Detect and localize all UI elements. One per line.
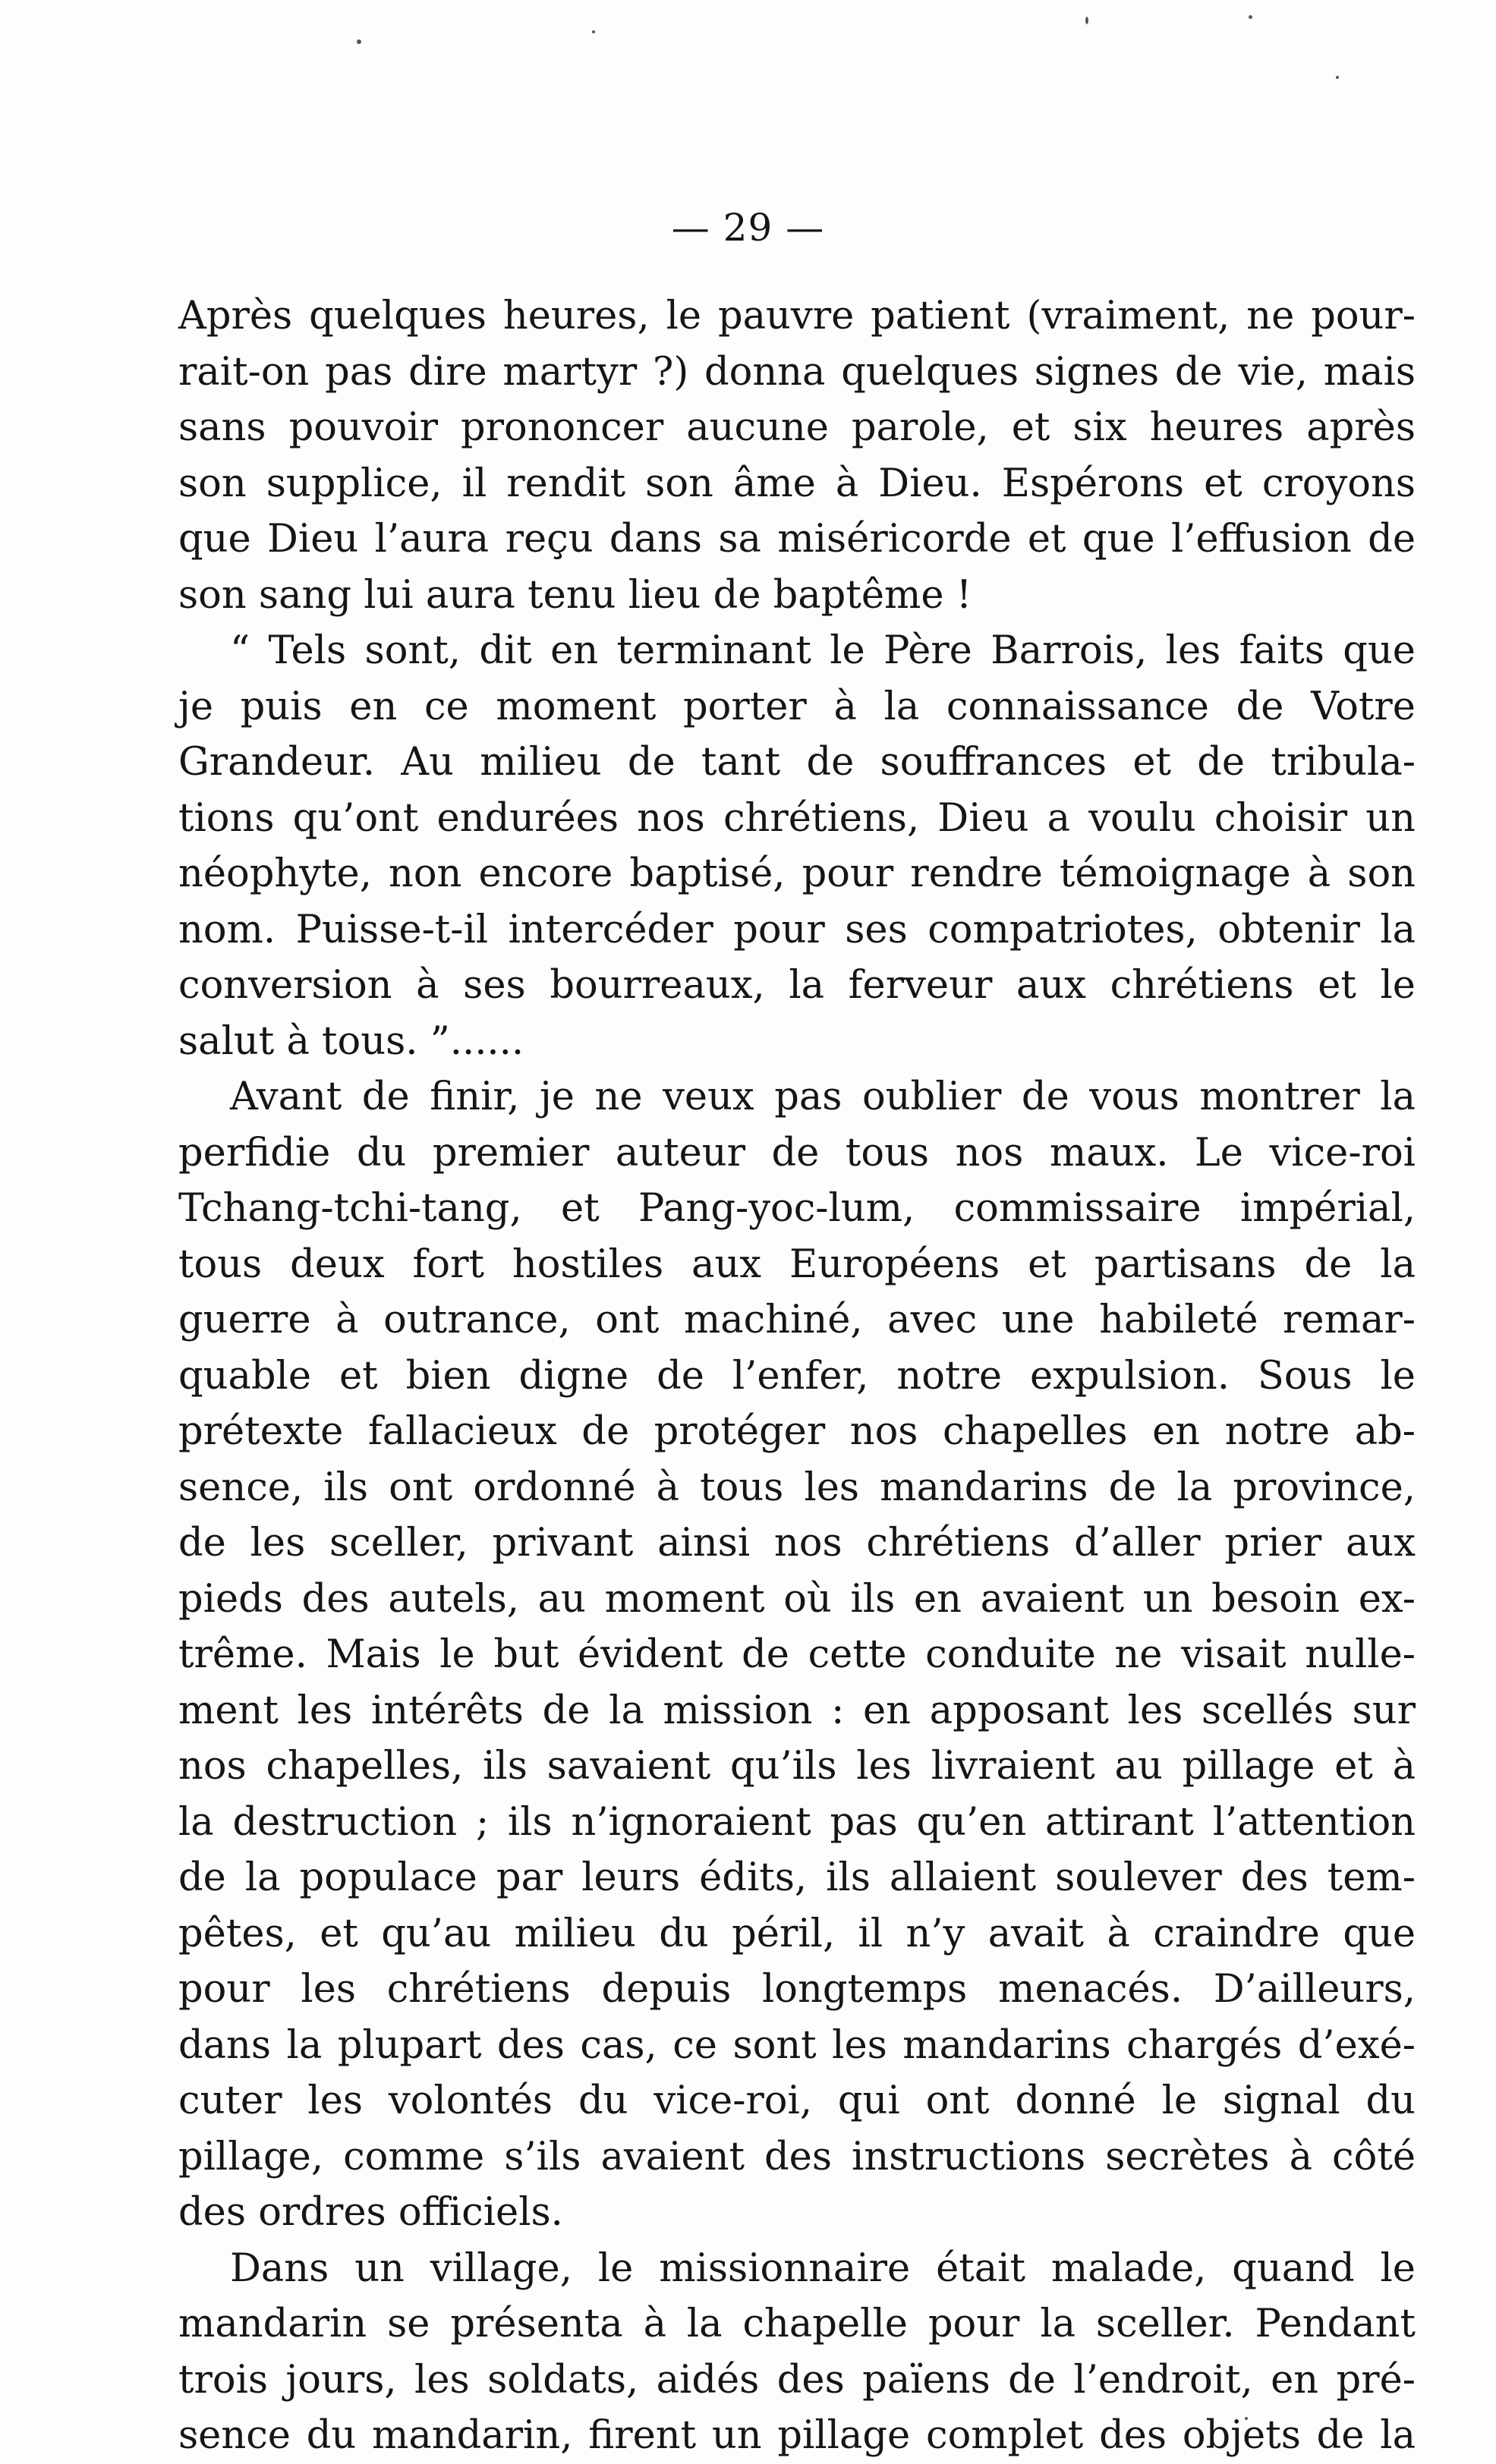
text-line: Après quelques heures, le pauvre patient (vraiment, ne pour- <box>178 294 1416 338</box>
page-number: — 29 — <box>671 206 825 250</box>
text-line: dans la plupart des cas, ce sont les mandarins chargés d’exé- <box>178 2022 1416 2068</box>
text-line: tous deux fort hostiles aux Européens et partisans de la <box>178 1241 1416 1287</box>
text-line: pour les chrétiens depuis longtemps menacés. D’ailleurs, <box>178 1967 1416 2012</box>
text-line: trême. Mais le but évident de cette conduite ne visait nulle- <box>178 1632 1416 1677</box>
ink-speck <box>1249 15 1252 19</box>
text-line: je puis en ce moment porter à la connaissance de Votre <box>178 684 1416 729</box>
text-line: Avant de finir, je ne veux pas oublier de vous montrer la <box>230 1075 1416 1119</box>
ink-speck <box>592 30 595 33</box>
text-line: nos chapelles, ils savaient qu’ils les livraient au pillage et à <box>178 1744 1416 1789</box>
text-line: tions qu’ont endurées nos chrétiens, Dieu a voulu choisir un <box>178 795 1416 841</box>
text-line: son supplice, il rendit son âme à Dieu. Espérons et croyons <box>178 461 1416 506</box>
text-line: Tchang-tchi-tang, et Pang-yoc-lum, commissaire impérial, <box>178 1186 1416 1231</box>
ink-speck <box>357 39 361 44</box>
text-line: salut à tous. ”...... <box>178 1018 524 1064</box>
text-line: pêtes, et qu’au milieu du péril, il n’y avait à craindre que <box>178 1911 1416 1956</box>
text-line: sence du mandarin, firent un pillage complet des objets de la <box>178 2413 1416 2458</box>
text-line: quable et bien digne de l’enfer, notre expulsion. Sous le <box>178 1353 1416 1399</box>
ink-speck <box>1336 76 1339 79</box>
text-line: guerre à outrance, ont machiné, avec une habileté remar- <box>178 1298 1416 1342</box>
text-line: conversion à ses bourreaux, la ferveur aux chrétiens et le <box>178 963 1416 1008</box>
ink-speck <box>1085 17 1088 24</box>
body-text <box>178 288 1416 2464</box>
text-line: de les sceller, privant ainsi nos chrétiens d’aller prier aux <box>178 1521 1416 1566</box>
text-line: son sang lui aura tenu lieu de baptême ! <box>178 572 972 618</box>
text-line: mandarin se présenta à la chapelle pour la sceller. Pendant <box>178 2302 1416 2346</box>
text-line: des ordres officiels. <box>178 2190 563 2235</box>
text-line: trois jours, les soldats, aidés des païens de l’endroit, en pré- <box>178 2357 1416 2403</box>
text-line: “ Tels sont, dit en terminant le Père Barrois, les faits que <box>230 628 1416 673</box>
text-line: ment les intérêts de la mission : en apposant les scellés sur <box>178 1688 1416 1733</box>
text-line: Grandeur. Au milieu de tant de souffrances et de tribula- <box>178 740 1416 785</box>
text-line: sans pouvoir prononcer aucune parole, et six heures après <box>178 405 1416 450</box>
text-line: pieds des autels, au moment où ils en avaient un besoin ex- <box>178 1576 1416 1622</box>
text-line: pillage, comme s’ils avaient des instructions secrètes à côté <box>178 2134 1416 2179</box>
text-line: sence, ils ont ordonné à tous les mandarins de la province, <box>178 1465 1416 1510</box>
text-line: néophyte, non encore baptisé, pour rendre témoignage à son <box>178 851 1416 896</box>
text-line: rait-on pas dire martyr ?) donna quelques signes de vie, mais <box>178 349 1416 395</box>
text-line: que Dieu l’aura reçu dans sa miséricorde et que l’effusion de <box>178 517 1416 562</box>
text-line: perfidie du premier auteur de tous nos maux. Le vice-roi <box>178 1130 1416 1175</box>
text-line: Dans un village, le missionnaire était malade, quand le <box>230 2245 1416 2291</box>
text-line: nom. Puisse-t-il intercéder pour ses compatriotes, obtenir la <box>178 907 1416 952</box>
text-line: la destruction ; ils n’ignoraient pas qu’en attirant l’attention <box>178 1799 1416 1845</box>
text-line: prétexte fallacieux de protéger nos chapelles en notre ab- <box>178 1409 1416 1454</box>
text-line: de la populace par leurs édits, ils allaient soulever des tem- <box>178 1855 1416 1900</box>
text-line: cuter les volontés du vice-roi, qui ont donné le signal du <box>178 2079 1416 2123</box>
